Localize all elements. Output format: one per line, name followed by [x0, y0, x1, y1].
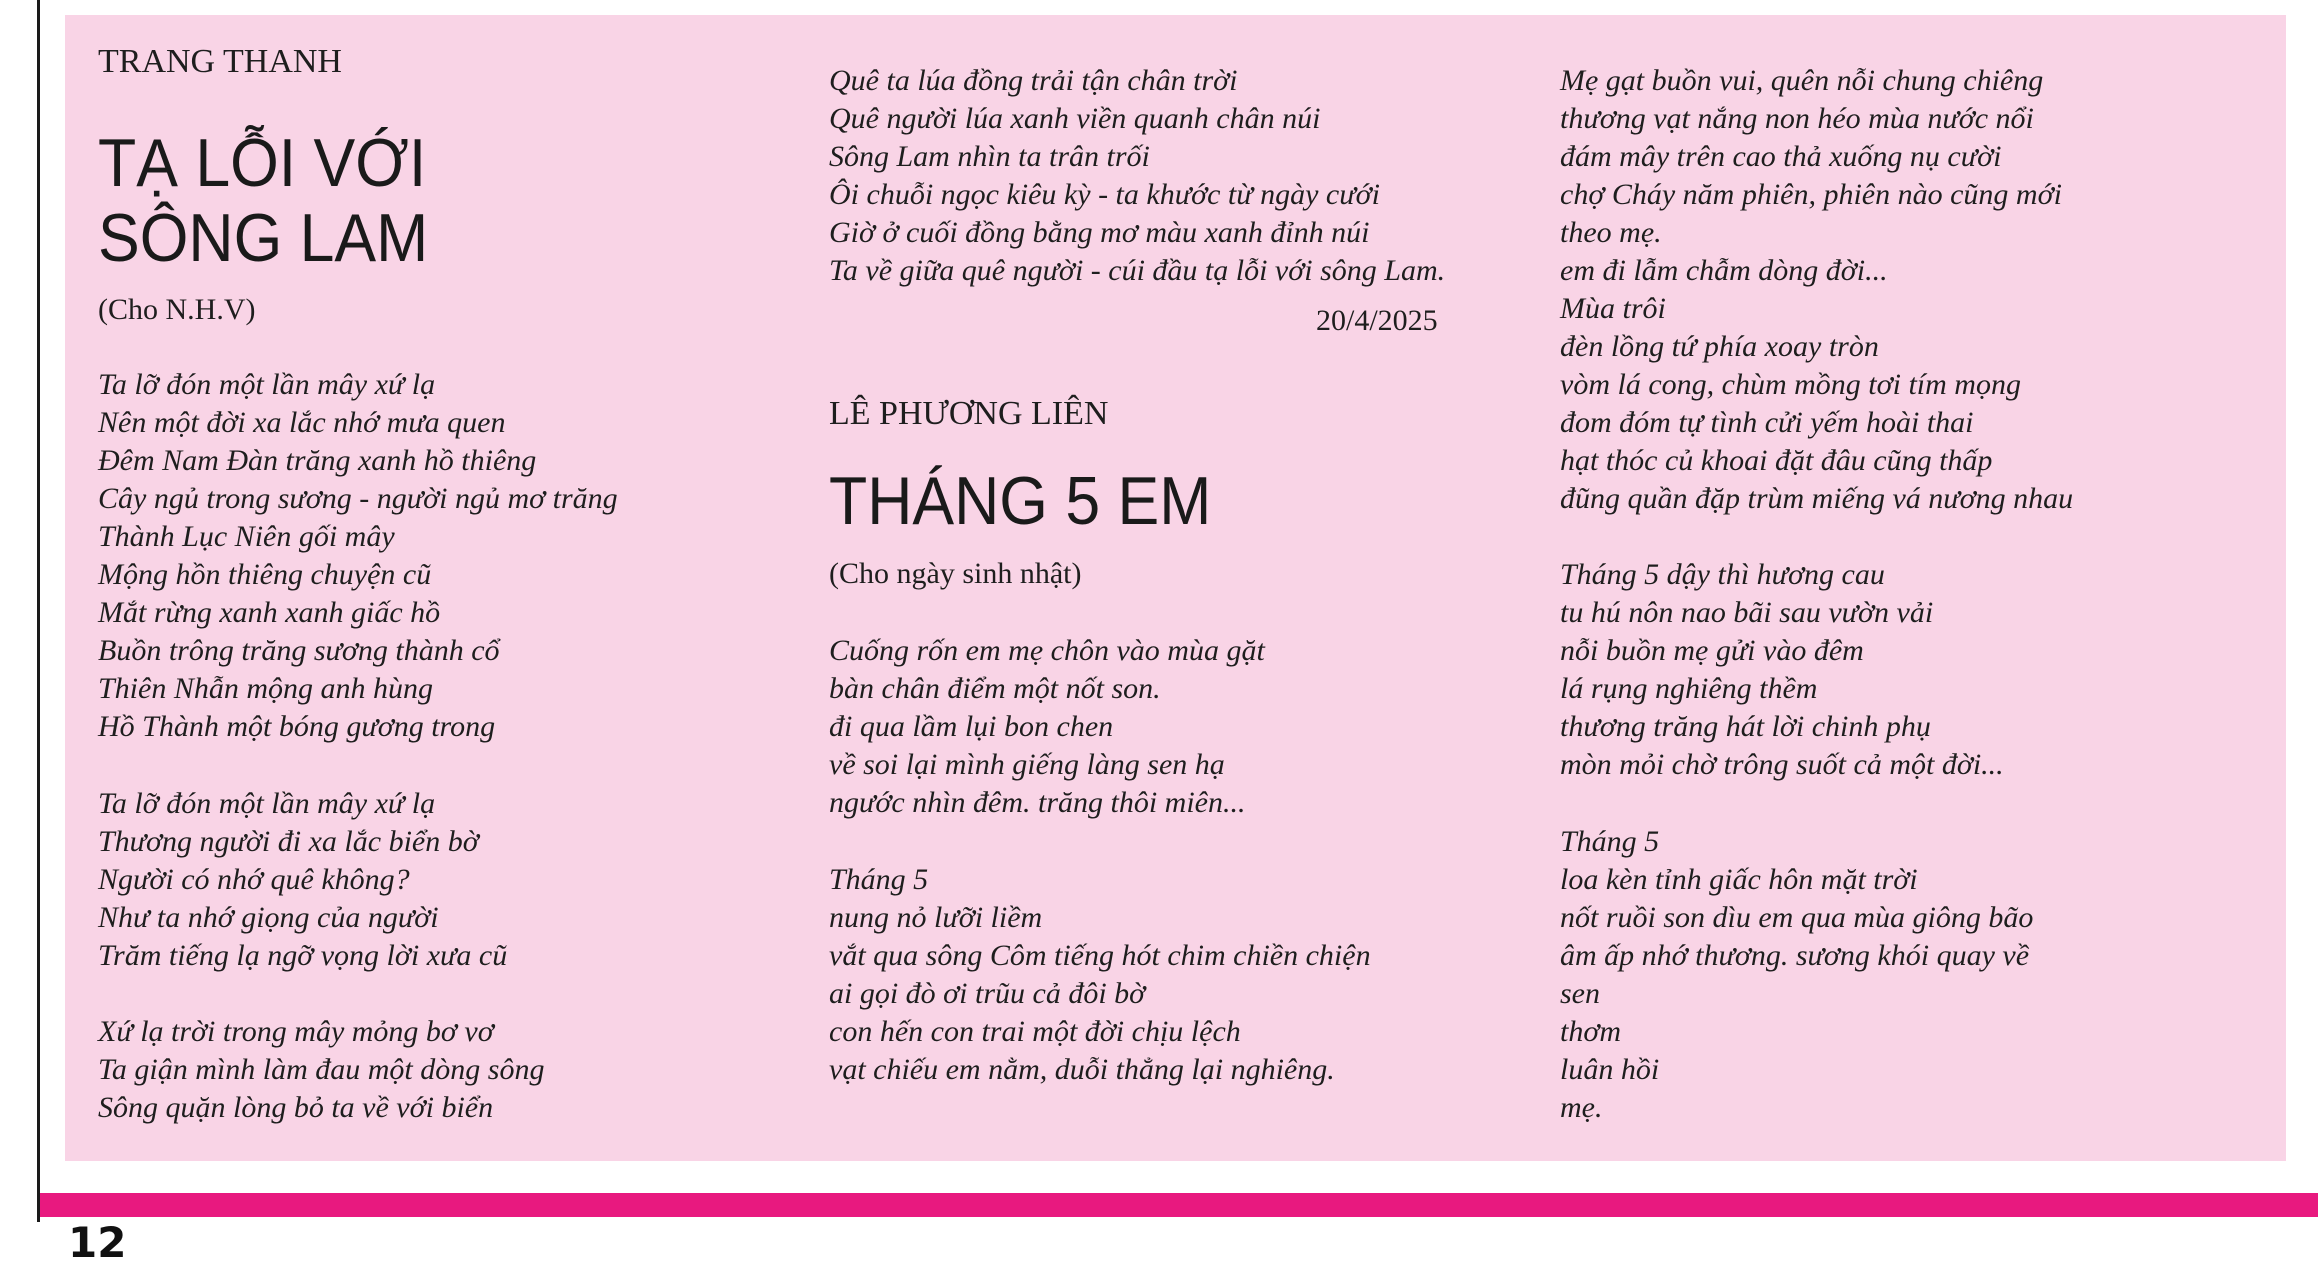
verse-line: Sông quặn lòng bỏ ta về với biển: [98, 1091, 494, 1124]
verse-line: Mẹ gạt buồn vui, quên nỗi chung chiêng: [1560, 64, 2044, 97]
verse-line: đũng quần đặp trùm miếng vá nương nhau: [1560, 482, 2074, 515]
poem2-stanza-2: [829, 861, 1529, 1089]
verse-line: Người có nhớ quê không?: [98, 863, 410, 896]
verse-line: Xứ lạ trời trong mây mỏng bơ vơ: [98, 1015, 494, 1048]
verse-line: lá rụng nghiêng thềm: [1560, 672, 1818, 705]
verse-line: hạt thóc củ khoai đặt đâu cũng thấp: [1560, 444, 1993, 477]
poem2-author: LÊ PHƯƠNG LIÊN: [829, 395, 1109, 432]
verse-line: tu hú nôn nao bãi sau vườn vải: [1560, 596, 1934, 629]
left-margin-rule: [37, 0, 40, 1222]
verse-line: nốt ruồi son dìu em qua mùa giông bão: [1560, 901, 2034, 934]
poem1-stanza-3: [98, 1013, 748, 1127]
verse-line: Thương người đi xa lắc biển bờ: [98, 825, 479, 858]
verse-line: Mùa trôi: [1560, 292, 1666, 325]
verse-line: Ta giận mình làm đau một dòng sông: [98, 1053, 545, 1086]
verse-line: đom đóm tự tình cửi yếm hoài thai: [1560, 406, 1974, 439]
verse-line: nung nỏ lưỡi liềm: [829, 901, 1043, 934]
verse-line: Cuống rốn em mẹ chôn vào mùa gặt: [829, 634, 1265, 667]
verse-line: ngước nhìn đêm. trăng thôi miên...: [829, 786, 1246, 819]
poem2-stanza-1: [829, 632, 1529, 822]
verse-line: Tháng 5: [1560, 825, 1660, 858]
poem1-title-line-1: TẠ LỖI VỚI: [98, 125, 427, 201]
poem2-title: THÁNG 5 EM: [829, 463, 1212, 539]
poem2-stanza-3: [1560, 62, 2260, 518]
verse-line: con hến con trai một đời chịu lệch: [829, 1015, 1241, 1048]
verse-line: Quê người lúa xanh viền quanh chân núi: [829, 102, 1321, 135]
verse-line: thơm: [1560, 1015, 1622, 1048]
verse-line: bàn chân điểm một nốt son.: [829, 672, 1161, 705]
verse-line: Trăm tiếng lạ ngỡ vọng lời xưa cũ: [98, 939, 508, 972]
poem2-stanza-5: [1560, 823, 2260, 1127]
verse-line: Buồn trông trăng sương thành cổ: [98, 634, 500, 667]
verse-line: Ta lỡ đón một lần mây xứ lạ: [98, 368, 436, 401]
verse-line: vòm lá cong, chùm mồng tơi tím mọng: [1560, 368, 2021, 401]
verse-line: theo mẹ.: [1560, 216, 1662, 249]
verse-line: Đêm Nam Đàn trăng xanh hồ thiêng: [98, 444, 537, 477]
poem1-date: 20/4/2025: [1316, 304, 1438, 337]
verse-line: Như ta nhớ giọng của người: [98, 901, 439, 934]
verse-line: Tháng 5: [829, 863, 929, 896]
verse-line: mẹ.: [1560, 1091, 1603, 1124]
verse-line: Thành Lục Niên gối mây: [98, 520, 395, 553]
verse-line: đi qua lầm lụi bon chen: [829, 710, 1114, 743]
poem1-stanza-4: [829, 62, 1529, 290]
verse-line: mòn mỏi chờ trông suốt cả một đời...: [1560, 748, 2004, 781]
page-number: 12: [68, 1218, 127, 1266]
verse-line: Ta lỡ đón một lần mây xứ lạ: [98, 787, 436, 820]
verse-line: Tháng 5 dậy thì hương cau: [1560, 558, 1885, 591]
verse-line: Thiên Nhẫn mộng anh hùng: [98, 672, 434, 705]
poem1-author: TRANG THANH: [98, 43, 342, 80]
verse-line: vạt chiếu em nằm, duỗi thẳng lại nghiêng.: [829, 1053, 1335, 1086]
verse-line: đám mây trên cao thả xuống nụ cười: [1560, 140, 2002, 173]
verse-line: sen: [1560, 977, 1600, 1010]
verse-line: luân hồi: [1560, 1053, 1660, 1086]
verse-line: vắt qua sông Côm tiếng hót chim chiền chiện: [829, 939, 1371, 972]
verse-line: thương vạt nắng non héo mùa nước nổi: [1560, 102, 2034, 135]
poem2-stanza-4: [1560, 556, 2260, 784]
poem1-stanza-1: [98, 366, 748, 746]
verse-line: Cây ngủ trong sương - người ngủ mơ trăng: [98, 482, 618, 515]
poem1-dedication: (Cho N.H.V): [98, 293, 256, 326]
verse-line: Giờ ở cuối đồng bằng mơ màu xanh đỉnh núi: [829, 216, 1370, 249]
verse-line: Sông Lam nhìn ta trân trối: [829, 140, 1150, 173]
verse-line: nỗi buồn mẹ gửi vào đêm: [1560, 634, 1864, 667]
verse-line: đèn lồng tứ phía xoay tròn: [1560, 330, 1879, 363]
verse-line: Mộng hồn thiêng chuyện cũ: [98, 558, 432, 591]
verse-line: Ta về giữa quê người - cúi đầu tạ lỗi với sông Lam.: [829, 254, 1446, 287]
verse-line: loa kèn tỉnh giấc hôn mặt trời: [1560, 863, 1918, 896]
verse-line: ai gọi đò ơi trũu cả đôi bờ: [829, 977, 1146, 1010]
verse-line: Hồ Thành một bóng gương trong: [98, 710, 496, 743]
verse-line: Ôi chuỗi ngọc kiêu kỳ - ta khước từ ngày cưới: [829, 178, 1380, 211]
verse-line: âm ấp nhớ thương. sương khói quay về: [1560, 939, 2030, 972]
verse-line: em đi lẫm chẫm dòng đời...: [1560, 254, 1888, 287]
poem1-stanza-2: [98, 785, 748, 975]
verse-line: chợ Cháy năm phiên, phiên nào cũng mới: [1560, 178, 2062, 211]
verse-line: Nên một đời xa lắc nhớ mưa quen: [98, 406, 506, 439]
verse-line: Quê ta lúa đồng trải tận chân trời: [829, 64, 1238, 97]
poem1-title-line-2: SÔNG LAM: [98, 200, 429, 276]
verse-line: Mắt rừng xanh xanh giấc hồ: [98, 596, 441, 629]
verse-line: về soi lại mình giếng làng sen hạ: [829, 748, 1225, 781]
poem2-dedication: (Cho ngày sinh nhật): [829, 557, 1082, 590]
verse-line: thương trăng hát lời chinh phụ: [1560, 710, 1931, 743]
footer-color-bar: [40, 1193, 2318, 1217]
